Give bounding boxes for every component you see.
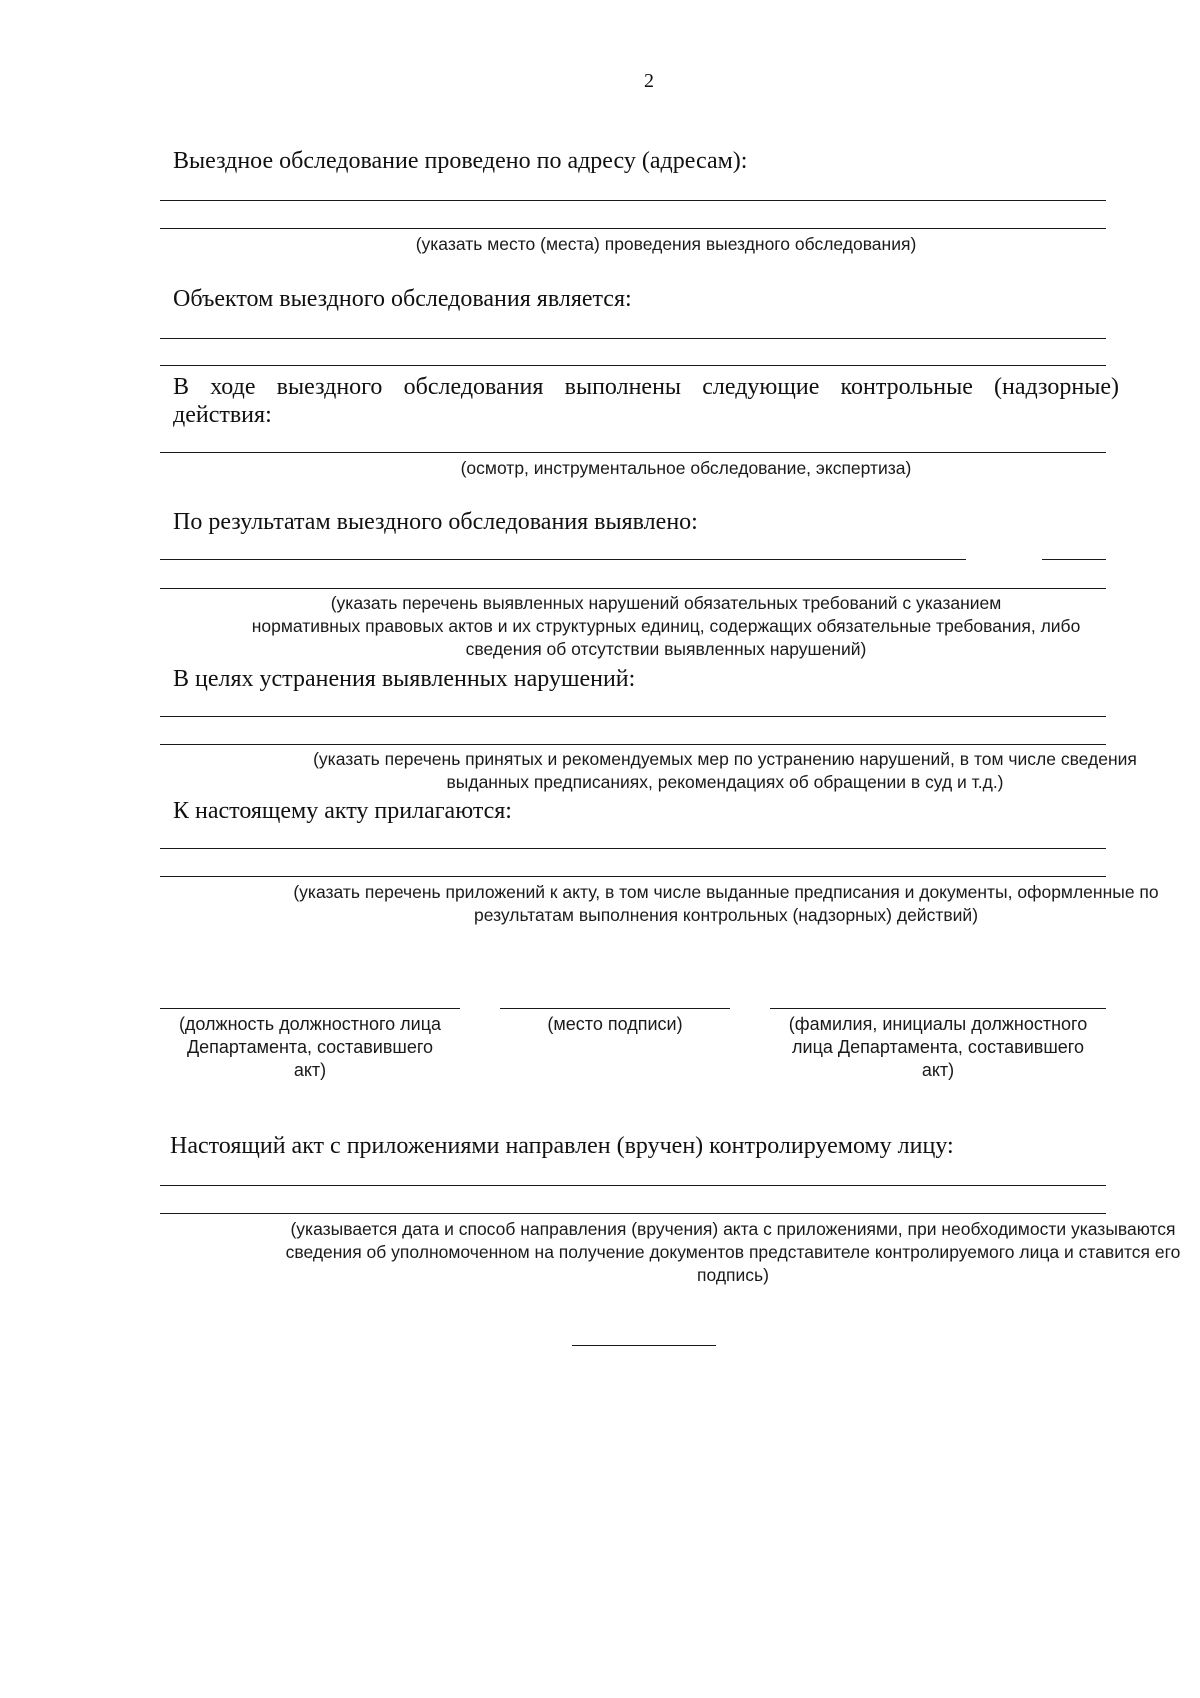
attachments-hint-line-1: (указать перечень приложений к акту, в том числе выданные предписания и документы, оформленные по	[293, 882, 1159, 902]
delivery-fill-line-1	[160, 1185, 1106, 1186]
delivery-fill-line-2	[160, 1213, 1106, 1214]
object-fill-line-2	[160, 365, 1106, 366]
results-fill-line-1a	[160, 559, 966, 560]
place-signature-line	[500, 1008, 730, 1009]
elimination-fill-line-2	[160, 744, 1106, 745]
results-fill-line-2	[160, 588, 1106, 589]
elimination-fill-line-1	[160, 716, 1106, 717]
object-heading: Объектом выездного обследования является:	[173, 286, 632, 312]
results-hint-line-2: нормативных правовых актов и их структурных единиц, содержащих обязательные требования, либо	[251, 616, 1081, 636]
position-signature-line	[160, 1008, 460, 1009]
address-heading: Выездное обследование проведено по адресу (адресам):	[173, 148, 748, 174]
address-hint: (указать место (места) проведения выездного обследования)	[415, 234, 917, 254]
delivery-hint-line-3: подпись)	[697, 1265, 769, 1285]
actions-heading-line-2: действия:	[173, 402, 272, 428]
name-signature-line	[770, 1008, 1106, 1009]
place-caption: (место подписи)	[547, 1014, 683, 1034]
name-caption-line-3: акт)	[921, 1060, 955, 1080]
position-caption-line-1: (должность должностного лица	[178, 1014, 442, 1034]
attachments-heading: К настоящему акту прилагаются:	[173, 798, 512, 824]
end-of-document-line	[572, 1345, 716, 1346]
delivery-heading: Настоящий акт с приложениями направлен (вручен) контролируемому лицу:	[170, 1133, 954, 1159]
object-fill-line-1	[160, 338, 1106, 339]
attachments-hint-line-2: результатам выполнения контрольных (надзорных) действий)	[473, 905, 979, 925]
elimination-heading: В целях устранения выявленных нарушений:	[173, 666, 636, 692]
delivery-hint-line-1: (указывается дата и способ направления (вручения) акта с приложениями, при необходимости указываются	[290, 1219, 1176, 1239]
actions-hint: (осмотр, инструментальное обследование, экспертиза)	[460, 458, 912, 478]
attachments-fill-line-2	[160, 876, 1106, 877]
address-fill-line-1	[160, 200, 1106, 201]
elimination-hint-line-2: выданных предписаниях, рекомендациях об обращении в суд и т.д.)	[446, 772, 1004, 792]
actions-fill-line	[160, 452, 1106, 453]
address-fill-line-2	[160, 228, 1106, 229]
results-hint-line-1: (указать перечень выявленных нарушений обязательных требований с указанием	[330, 593, 1002, 613]
results-hint-line-3: сведения об отсутствии выявленных нарушений)	[465, 639, 867, 659]
position-caption-line-2: Департамента, составившего	[186, 1037, 434, 1057]
delivery-hint-line-2: сведения об уполномоченном на получение документов представителе контролируемого лица и ставится его	[285, 1242, 1181, 1262]
page-number: 2	[644, 70, 654, 92]
name-caption-line-1: (фамилия, инициалы должностного	[788, 1014, 1088, 1034]
name-caption-line-2: лица Департамента, составившего	[792, 1037, 1084, 1057]
elimination-hint-line-1: (указать перечень принятых и рекомендуемых мер по устранению нарушений, в том числе сведения	[313, 749, 1137, 769]
attachments-fill-line-1	[160, 848, 1106, 849]
actions-heading-line-1: В ходе выездного обследования выполнены следующие контрольные (надзорные)	[173, 374, 1119, 400]
position-caption-line-3: акт)	[293, 1060, 327, 1080]
results-heading: По результатам выездного обследования выявлено:	[173, 509, 698, 535]
results-fill-line-1b	[1042, 559, 1106, 560]
